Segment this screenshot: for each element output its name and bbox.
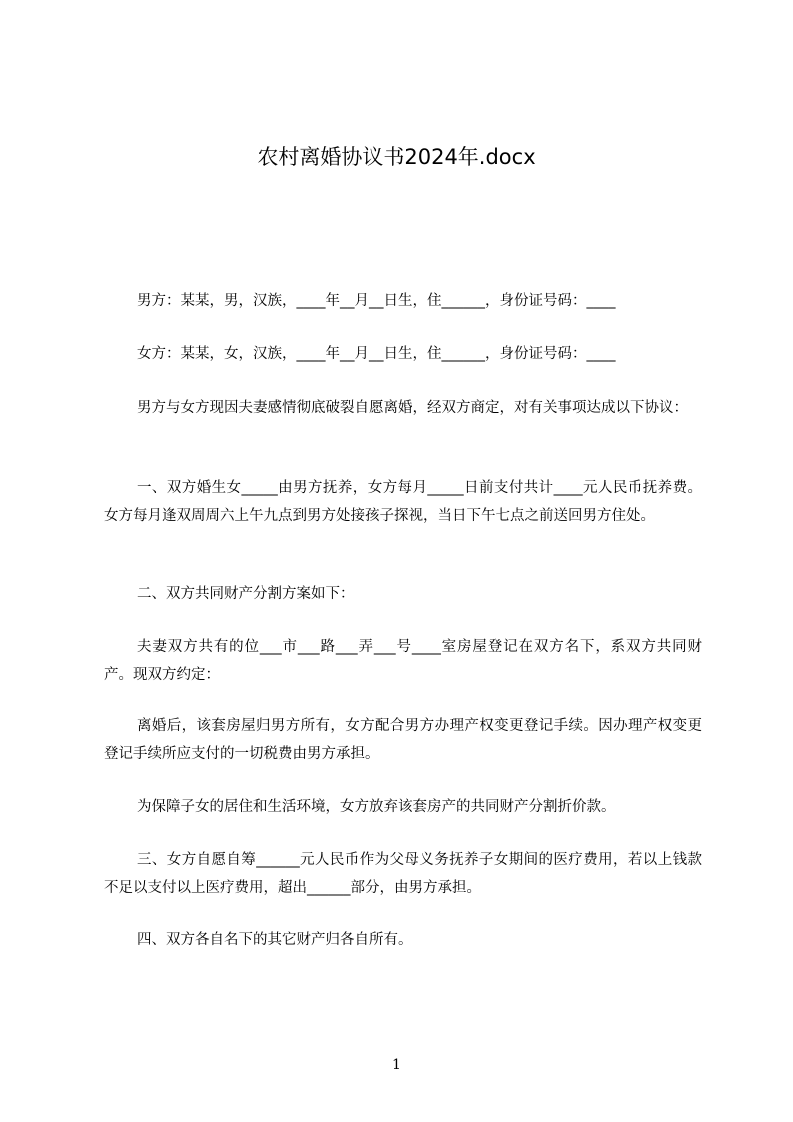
paragraph-clause-medical-expenses: 三、女方自愿自筹______元人民币作为父母义务抚养子女期间的医疗费用，若以上钱款不足以支付以上医疗费用，超出______部分，由男方承担。 — [104, 852, 702, 896]
page-number: 1 — [392, 1057, 401, 1073]
paragraph-female-party: 女方：某某，女，汉族，____年__月__日生，住______，身份证号码：____ — [137, 346, 616, 362]
paragraph-agreement-intro: 男方与女方现因夫妻感情彻底破裂自愿离婚，经双方商定，对有关事项达成以下协议： — [137, 400, 688, 416]
paragraph-clause-property-heading: 二、双方共同财产分割方案如下： — [137, 586, 355, 602]
paragraph-property-waiver: 为保障子女的居住和生活环境，女方放弃该套房产的共同财产分割折价款。 — [137, 799, 616, 815]
document-title: 农村离婚协议书2024年.docx — [257, 145, 536, 169]
paragraph-property-description: 夫妻双方共有的位___市___路___弄___号____室房屋登记在双方名下，系双方共同财产。现双方约定： — [104, 639, 702, 683]
paragraph-clause-child-custody: 一、双方婚生女_____由男方抚养，女方每月_____日前支付共计____元人民币抚养费。女方每月逢双周周六上午九点到男方处接孩子探视，当日下午七点之前送回男方住处。 — [104, 480, 702, 524]
paragraph-clause-other-property: 四、双方各自名下的其它财产归各自所有。 — [137, 932, 413, 948]
paragraph-male-party: 男方：某某，男，汉族，____年__月__日生，住______，身份证号码：____ — [137, 293, 616, 309]
paragraph-property-ownership: 离婚后，该套房屋归男方所有，女方配合男方办理产权变更登记手续。因办理产权变更登记手续所应支付的一切税费由男方承担。 — [104, 718, 702, 762]
